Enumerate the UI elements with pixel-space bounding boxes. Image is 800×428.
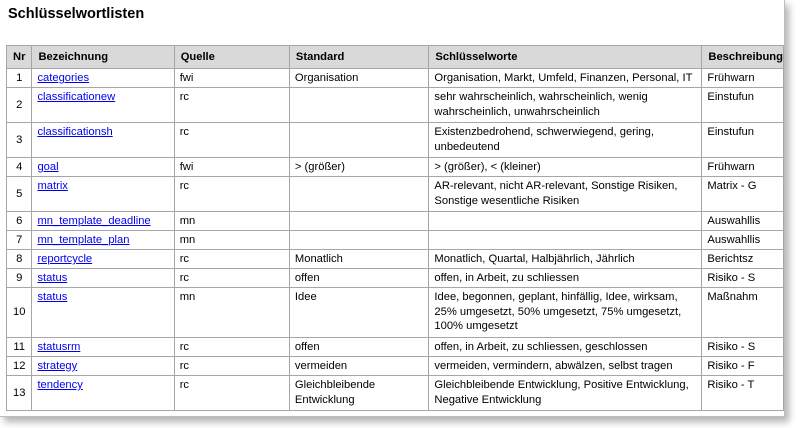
cell-nr: 8 xyxy=(7,250,32,269)
cell-default: Gleichbleibende Entwicklung xyxy=(289,376,428,411)
keyword-list-link[interactable]: mn_template_plan xyxy=(37,234,130,246)
table-row xyxy=(7,376,784,411)
column-header-bezeichnung: Bezeichnung xyxy=(32,46,174,69)
cell-source: rc xyxy=(174,357,289,376)
keyword-list-link[interactable]: classificationew xyxy=(37,91,116,103)
table-row xyxy=(7,269,784,288)
cell-default: Idee xyxy=(289,288,428,338)
cell-description: Risiko - T xyxy=(702,376,784,411)
cell-default: > (größer) xyxy=(289,158,428,177)
cell-source: mn xyxy=(174,212,289,231)
cell-description: Berichtsz xyxy=(702,250,784,269)
cell-keywords: > (größer), < (kleiner) xyxy=(429,158,702,177)
cell-source: rc xyxy=(174,338,289,357)
cell-keywords: Existenzbedrohend, schwerwiegend, gering, unbedeutend xyxy=(429,123,702,158)
cell-name xyxy=(32,231,174,250)
cell-nr: 7 xyxy=(7,231,32,250)
cell-nr: 9 xyxy=(7,269,32,288)
cell-default: offen xyxy=(289,269,428,288)
cell-name xyxy=(32,269,174,288)
keyword-list-link[interactable]: matrix xyxy=(37,180,68,192)
table-row xyxy=(7,231,784,250)
cell-nr: 6 xyxy=(7,212,32,231)
cell-default xyxy=(289,231,428,250)
keyword-list-link[interactable]: statusrm xyxy=(37,341,81,353)
cell-keywords: offen, in Arbeit, zu schliessen, geschlossen xyxy=(429,338,702,357)
cell-description: Auswahllis xyxy=(702,212,784,231)
cell-name xyxy=(32,158,174,177)
keyword-list-link[interactable]: status xyxy=(37,272,68,284)
keyword-list-link[interactable]: mn_template_deadline xyxy=(37,215,151,227)
cell-source: mn xyxy=(174,231,289,250)
cell-default: offen xyxy=(289,338,428,357)
cell-keywords: offen, in Arbeit, zu schliessen xyxy=(429,269,702,288)
cell-default xyxy=(289,88,428,123)
cell-default xyxy=(289,212,428,231)
table-row xyxy=(7,177,784,212)
cell-keywords: Organisation, Markt, Umfeld, Finanzen, Personal, IT xyxy=(429,69,702,88)
cell-nr: 2 xyxy=(7,88,32,123)
cell-source: rc xyxy=(174,177,289,212)
cell-nr: 4 xyxy=(7,158,32,177)
cell-nr: 5 xyxy=(7,177,32,212)
cell-name xyxy=(32,88,174,123)
cell-nr: 13 xyxy=(7,376,32,411)
cell-description: Frühwarn xyxy=(702,69,784,88)
cell-default: Organisation xyxy=(289,69,428,88)
cell-name xyxy=(32,123,174,158)
keyword-list-link[interactable]: classificationsh xyxy=(37,126,113,138)
cell-keywords xyxy=(429,212,702,231)
cell-default xyxy=(289,123,428,158)
table-row xyxy=(7,357,784,376)
cell-source: rc xyxy=(174,376,289,411)
table-row xyxy=(7,288,784,338)
cell-description: Einstufun xyxy=(702,123,784,158)
column-header-nr: Nr xyxy=(7,46,32,69)
keyword-list-link[interactable]: tendency xyxy=(37,379,83,391)
cell-nr: 10 xyxy=(7,288,32,338)
cell-source: rc xyxy=(174,250,289,269)
column-header-beschreibung: Beschreibung xyxy=(702,46,784,69)
keyword-list-link[interactable]: categories xyxy=(37,72,90,84)
cell-description: Auswahllis xyxy=(702,231,784,250)
cell-description: Risiko - F xyxy=(702,357,784,376)
cell-keywords: AR-relevant, nicht AR-relevant, Sonstige Risiken, Sonstige wesentliche Risiken xyxy=(429,177,702,212)
cell-name xyxy=(32,357,174,376)
cell-description: Matrix - G xyxy=(702,177,784,212)
keyword-list-link[interactable]: status xyxy=(37,291,68,303)
cell-source: rc xyxy=(174,123,289,158)
cell-source: mn xyxy=(174,288,289,338)
keyword-list-link[interactable]: strategy xyxy=(37,360,78,372)
keyword-list-link[interactable]: goal xyxy=(37,161,59,173)
cell-source: rc xyxy=(174,269,289,288)
table-row xyxy=(7,250,784,269)
cell-name xyxy=(32,69,174,88)
cell-name xyxy=(32,288,174,338)
cell-source: rc xyxy=(174,88,289,123)
cell-source: fwi xyxy=(174,69,289,88)
cell-name xyxy=(32,338,174,357)
table-row xyxy=(7,338,784,357)
cell-name xyxy=(32,177,174,212)
cell-description: Frühwarn xyxy=(702,158,784,177)
table-row xyxy=(7,123,784,158)
table-header-row xyxy=(7,46,784,69)
cell-keywords: Idee, begonnen, geplant, hinfällig, Idee, wirksam, 25% umgesetzt, 50% umgesetzt, 75% umgesetzt, 100% umgesetzt xyxy=(429,288,702,338)
table-row xyxy=(7,212,784,231)
cell-default: Monatlich xyxy=(289,250,428,269)
column-header-schluesselworte: Schlüsselworte xyxy=(429,46,702,69)
cell-description: Einstufun xyxy=(702,88,784,123)
table-row xyxy=(7,69,784,88)
cell-default xyxy=(289,177,428,212)
table-row xyxy=(7,88,784,123)
cell-nr: 11 xyxy=(7,338,32,357)
cell-name xyxy=(32,212,174,231)
cell-description: Maßnahm xyxy=(702,288,784,338)
cell-keywords: Gleichbleibende Entwicklung, Positive Entwicklung, Negative Entwicklung xyxy=(429,376,702,411)
cell-name xyxy=(32,376,174,411)
cell-keywords: Monatlich, Quartal, Halbjährlich, Jährlich xyxy=(429,250,702,269)
cell-nr: 1 xyxy=(7,69,32,88)
column-header-standard: Standard xyxy=(289,46,428,69)
cell-default: vermeiden xyxy=(289,357,428,376)
cell-keywords: vermeiden, vermindern, abwälzen, selbst tragen xyxy=(429,357,702,376)
cell-keywords: sehr wahrscheinlich, wahrscheinlich, wenig wahrscheinlich, unwahrscheinlich xyxy=(429,88,702,123)
cell-nr: 12 xyxy=(7,357,32,376)
cell-nr: 3 xyxy=(7,123,32,158)
cell-description: Risiko - S xyxy=(702,338,784,357)
table-row xyxy=(7,158,784,177)
page-title: Schlüsselwortlisten xyxy=(8,6,145,22)
cell-source: fwi xyxy=(174,158,289,177)
cell-name xyxy=(32,250,174,269)
keyword-table xyxy=(6,45,784,411)
column-header-quelle: Quelle xyxy=(174,46,289,69)
cell-description: Risiko - S xyxy=(702,269,784,288)
keyword-list-link[interactable]: reportcycle xyxy=(37,253,93,265)
cell-keywords xyxy=(429,231,702,250)
